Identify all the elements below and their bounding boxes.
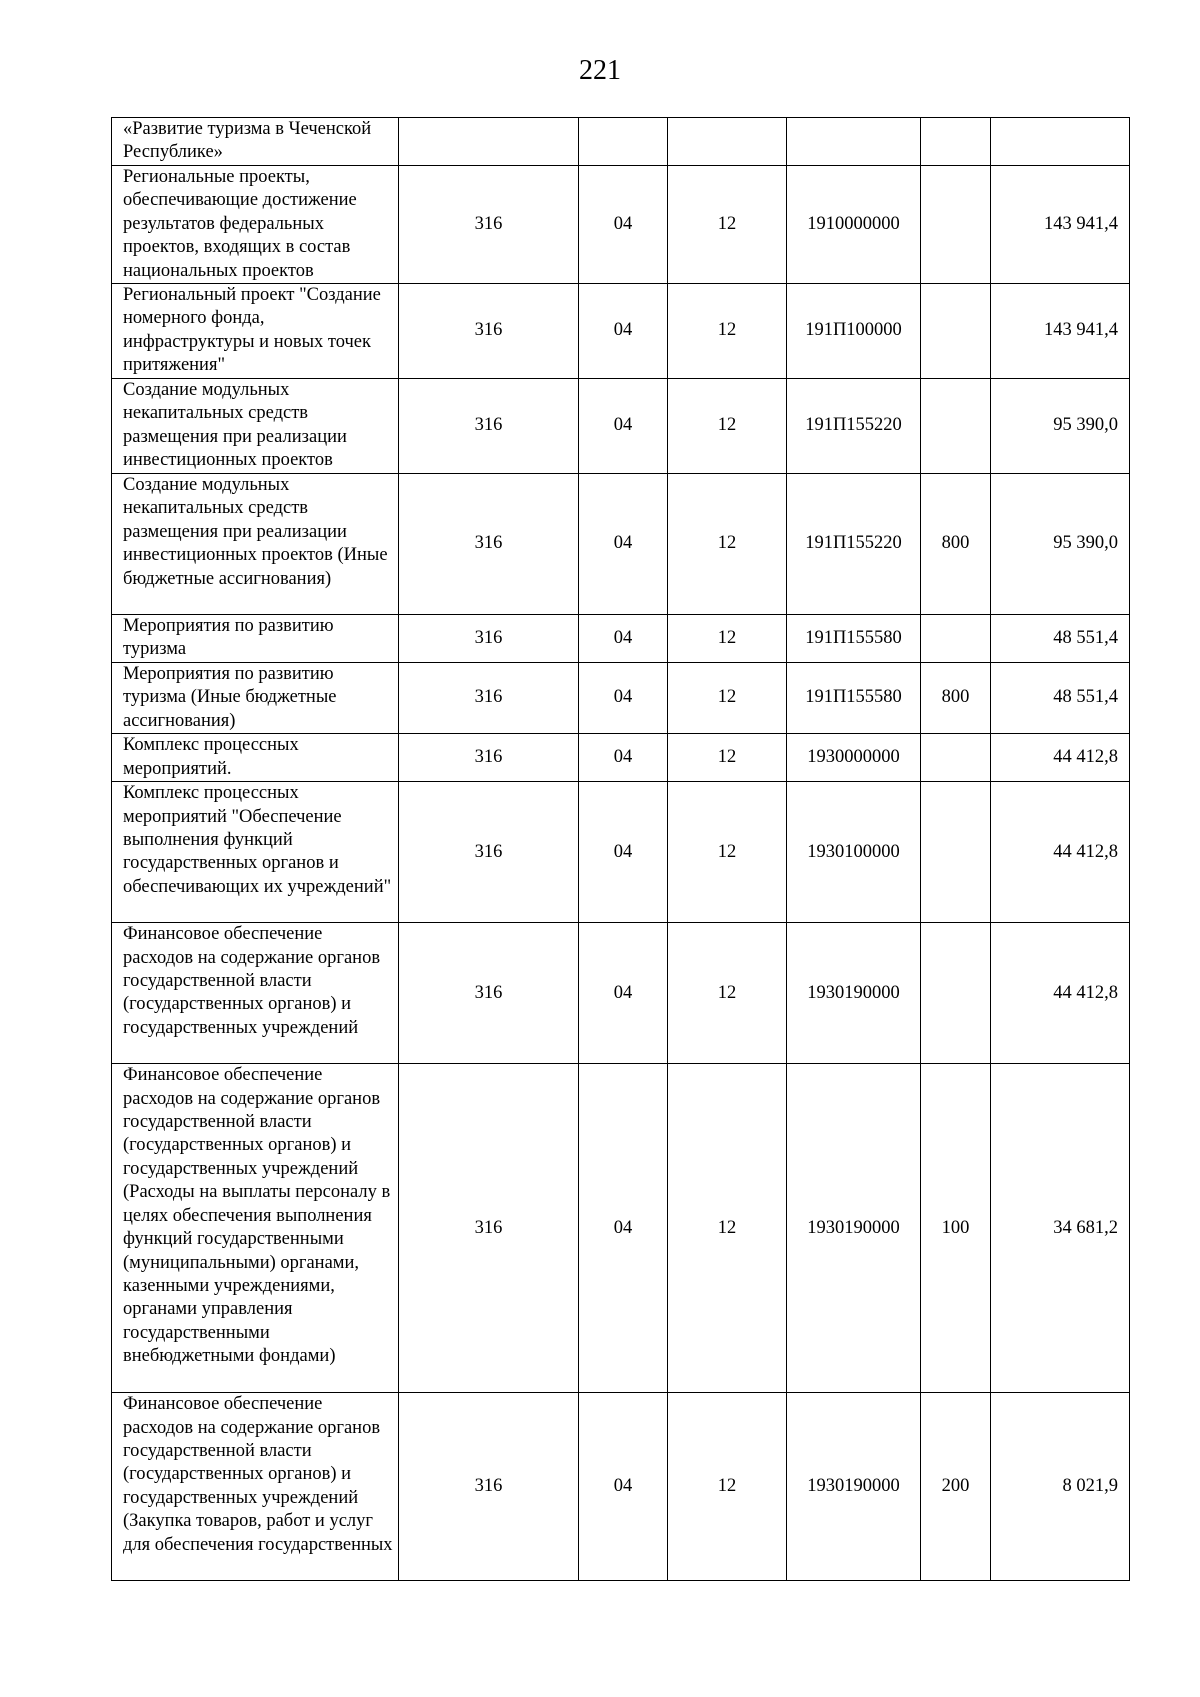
row-gr-cell: 316	[399, 923, 579, 1064]
row-sum-cell: 48 551,4	[991, 663, 1130, 734]
row-csr-cell: 191П155580	[787, 615, 921, 663]
budget-table	[111, 117, 1130, 1581]
row-sum-cell: 143 941,4	[991, 284, 1130, 379]
row-pr-cell: 12	[668, 1064, 787, 1393]
row-sum-cell: 95 390,0	[991, 379, 1130, 474]
row-gr-cell: 316	[399, 1064, 579, 1393]
table-row	[112, 923, 1130, 1064]
row-sum-cell: 143 941,4	[991, 166, 1130, 284]
row-name-cell: Комплекс процессных мероприятий.	[112, 734, 399, 782]
row-csr-cell: 191П155220	[787, 474, 921, 615]
row-sum-cell	[991, 118, 1130, 166]
row-csr-cell: 1930190000	[787, 1393, 921, 1581]
table-row	[112, 734, 1130, 782]
row-name-cell: Мероприятия по развитию туризма	[112, 615, 399, 663]
row-gr-cell	[399, 118, 579, 166]
row-rz-cell: 04	[579, 734, 668, 782]
row-vr-cell: 800	[921, 474, 991, 615]
row-vr-cell: 200	[921, 1393, 991, 1581]
row-name-cell: Финансовое обеспечение расходов на содержание органов государственной власти (государственных органов) и государственных учреждений (Расходы на выплаты персоналу в целях обеспечения выполнения функций государственными (муниципальными) органами, казенными учреждениями, органами управления государственными внебюджетными фондами)	[112, 1064, 399, 1393]
table-row	[112, 166, 1130, 284]
row-rz-cell	[579, 118, 668, 166]
row-pr-cell: 12	[668, 284, 787, 379]
row-vr-cell	[921, 118, 991, 166]
table-row	[112, 474, 1130, 615]
row-gr-cell: 316	[399, 166, 579, 284]
row-name-cell: Финансовое обеспечение расходов на содержание органов государственной власти (государственных органов) и государственных учреждений	[112, 923, 399, 1064]
row-rz-cell: 04	[579, 663, 668, 734]
row-rz-cell: 04	[579, 782, 668, 923]
row-rz-cell: 04	[579, 923, 668, 1064]
row-rz-cell: 04	[579, 1393, 668, 1581]
row-vr-cell	[921, 284, 991, 379]
row-csr-cell	[787, 118, 921, 166]
row-sum-cell: 8 021,9	[991, 1393, 1130, 1581]
row-pr-cell: 12	[668, 166, 787, 284]
row-pr-cell: 12	[668, 615, 787, 663]
row-gr-cell: 316	[399, 782, 579, 923]
row-sum-cell: 48 551,4	[991, 615, 1130, 663]
row-rz-cell: 04	[579, 615, 668, 663]
row-name-cell: Региональные проекты, обеспечивающие достижение результатов федеральных проектов, входящих в состав национальных проектов	[112, 166, 399, 284]
row-pr-cell: 12	[668, 782, 787, 923]
row-sum-cell: 44 412,8	[991, 923, 1130, 1064]
row-rz-cell: 04	[579, 284, 668, 379]
row-gr-cell: 316	[399, 474, 579, 615]
row-vr-cell	[921, 166, 991, 284]
row-sum-cell: 34 681,2	[991, 1064, 1130, 1393]
row-sum-cell: 44 412,8	[991, 734, 1130, 782]
row-csr-cell: 191П155220	[787, 379, 921, 474]
row-csr-cell: 191П155580	[787, 663, 921, 734]
row-gr-cell: 316	[399, 615, 579, 663]
table-row	[112, 615, 1130, 663]
row-vr-cell	[921, 615, 991, 663]
table-row	[112, 379, 1130, 474]
row-sum-cell: 44 412,8	[991, 782, 1130, 923]
row-rz-cell: 04	[579, 379, 668, 474]
row-pr-cell: 12	[668, 1393, 787, 1581]
row-vr-cell	[921, 923, 991, 1064]
row-vr-cell	[921, 782, 991, 923]
page-number: 221	[579, 55, 621, 86]
row-gr-cell: 316	[399, 734, 579, 782]
row-sum-cell: 95 390,0	[991, 474, 1130, 615]
row-pr-cell: 12	[668, 663, 787, 734]
table-row	[112, 118, 1130, 166]
table-row	[112, 782, 1130, 923]
row-csr-cell: 1930000000	[787, 734, 921, 782]
row-pr-cell	[668, 118, 787, 166]
row-vr-cell	[921, 734, 991, 782]
table-row	[112, 284, 1130, 379]
row-gr-cell: 316	[399, 1393, 579, 1581]
row-pr-cell: 12	[668, 734, 787, 782]
row-vr-cell: 800	[921, 663, 991, 734]
row-rz-cell: 04	[579, 1064, 668, 1393]
row-gr-cell: 316	[399, 379, 579, 474]
table-row	[112, 663, 1130, 734]
row-name-cell: Создание модульных некапитальных средств размещения при реализации инвестиционных проектов	[112, 379, 399, 474]
row-name-cell: Финансовое обеспечение расходов на содержание органов государственной власти (государственных органов) и государственных учреждений (Закупка товаров, работ и услуг для обеспечения государственных	[112, 1393, 399, 1581]
row-csr-cell: 1910000000	[787, 166, 921, 284]
row-csr-cell: 1930190000	[787, 1064, 921, 1393]
row-name-cell: Комплекс процессных мероприятий "Обеспечение выполнения функций государственных органов и обеспечивающих их учреждений"	[112, 782, 399, 923]
row-rz-cell: 04	[579, 474, 668, 615]
table-row	[112, 1393, 1130, 1581]
row-vr-cell: 100	[921, 1064, 991, 1393]
table-row	[112, 1064, 1130, 1393]
row-pr-cell: 12	[668, 379, 787, 474]
row-vr-cell	[921, 379, 991, 474]
row-rz-cell: 04	[579, 166, 668, 284]
row-gr-cell: 316	[399, 284, 579, 379]
row-pr-cell: 12	[668, 474, 787, 615]
row-pr-cell: 12	[668, 923, 787, 1064]
row-name-cell: Создание модульных некапитальных средств размещения при реализации инвестиционных проектов (Иные бюджетные ассигнования)	[112, 474, 399, 615]
row-name-cell: Мероприятия по развитию туризма (Иные бюджетные ассигнования)	[112, 663, 399, 734]
row-csr-cell: 1930100000	[787, 782, 921, 923]
row-csr-cell: 191П100000	[787, 284, 921, 379]
row-name-cell: Региональный проект "Создание номерного фонда, инфраструктуры и новых точек притяжения"	[112, 284, 399, 379]
row-gr-cell: 316	[399, 663, 579, 734]
row-csr-cell: 1930190000	[787, 923, 921, 1064]
row-name-cell: «Развитие туризма в Чеченской Республике»	[112, 118, 399, 166]
